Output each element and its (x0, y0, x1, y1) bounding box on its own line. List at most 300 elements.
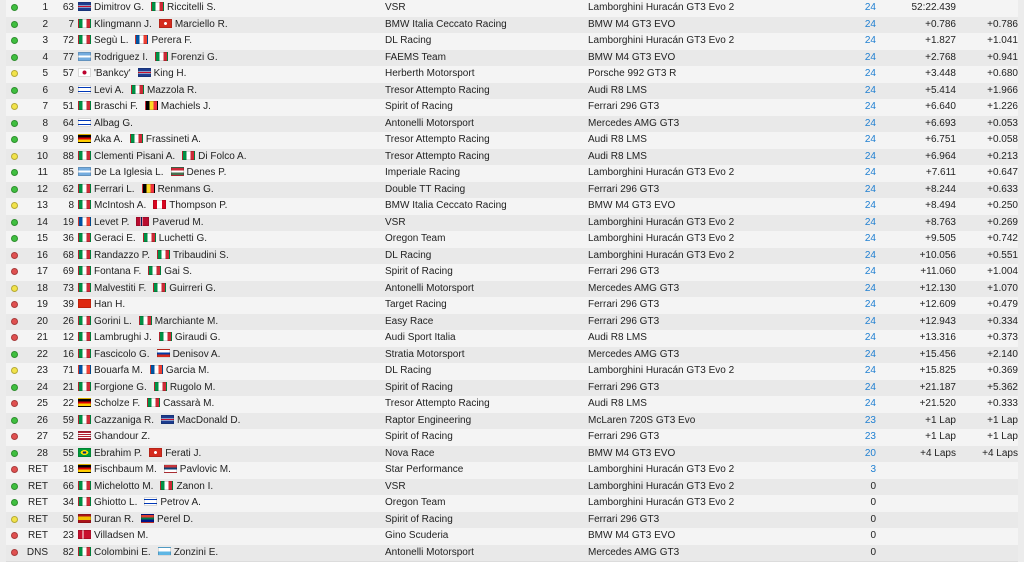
interval (956, 0, 1018, 17)
car-number: 34 (52, 495, 74, 512)
driver-name: Segù L. (94, 35, 128, 46)
driver-name: Renmans G. (158, 184, 214, 195)
driver-name: Colombini E. (94, 547, 151, 558)
result-row[interactable] (6, 83, 1018, 101)
flag-icon (78, 547, 91, 556)
result-row[interactable] (6, 50, 1018, 68)
car-number: 21 (52, 380, 74, 397)
interval: +0.369 (956, 363, 1018, 380)
position: 2 (26, 17, 48, 34)
car-model: BMW M4 GT3 EVO (588, 50, 848, 67)
flag-icon (78, 250, 91, 259)
laps-count: 24 (826, 396, 876, 413)
team-name: DL Racing (385, 248, 585, 265)
drivers-cell (78, 17, 378, 34)
drivers-cell (78, 248, 378, 265)
team-name: Spirit of Racing (385, 512, 585, 529)
team-name: Tresor Attempto Racing (385, 132, 585, 149)
flag-icon (78, 514, 91, 523)
flag-icon (130, 134, 143, 143)
car-model: Ferrari 296 GT3 (588, 380, 848, 397)
car-model: Mercedes AMG GT3 (588, 281, 848, 298)
driver-name: Giraudi G. (175, 332, 221, 343)
team-name: Spirit of Racing (385, 380, 585, 397)
laps-count: 24 (826, 380, 876, 397)
result-row[interactable] (6, 347, 1018, 365)
status-dot-icon (11, 318, 18, 325)
result-row[interactable] (6, 198, 1018, 216)
car-number: 12 (52, 330, 74, 347)
car-model: BMW M4 GT3 EVO (588, 528, 848, 545)
driver-name: Zonzini E. (174, 547, 218, 558)
laps-count: 24 (826, 0, 876, 17)
team-name: Antonelli Motorsport (385, 281, 585, 298)
team-name: Double TT Racing (385, 182, 585, 199)
position: 4 (26, 50, 48, 67)
driver-name: Randazzo P. (94, 250, 150, 261)
flag-icon (78, 283, 91, 292)
position: 10 (26, 149, 48, 166)
result-row[interactable] (6, 33, 1018, 51)
position: RET (26, 495, 48, 512)
drivers-cell (78, 314, 378, 331)
position: 17 (26, 264, 48, 281)
drivers-cell (78, 413, 378, 430)
car-number: 66 (52, 479, 74, 496)
car-number: 82 (52, 545, 74, 562)
result-row[interactable] (6, 116, 1018, 134)
driver-name: Ebrahim P. (94, 448, 142, 459)
driver-name: Duran R. (94, 514, 134, 525)
laps-count: 24 (826, 314, 876, 331)
driver-name: Thompson P. (169, 200, 227, 211)
interval: +0.058 (956, 132, 1018, 149)
driver-name: Bouarfa M. (94, 365, 143, 376)
interval: +0.053 (956, 116, 1018, 133)
result-row[interactable] (6, 413, 1018, 431)
status-dot-icon (11, 499, 18, 506)
driver-name: Petrov A. (160, 497, 201, 508)
car-number: 62 (52, 182, 74, 199)
driver-name: Cassarà M. (163, 398, 214, 409)
car-model: Ferrari 296 GT3 (588, 297, 848, 314)
car-model: Porsche 992 GT3 R (588, 66, 848, 83)
drivers-cell (78, 495, 378, 512)
laps-count: 24 (826, 281, 876, 298)
position: RET (26, 479, 48, 496)
laps-count: 23 (826, 429, 876, 446)
interval: +1.966 (956, 83, 1018, 100)
position: 1 (26, 0, 48, 17)
drivers-cell (78, 363, 378, 380)
team-name: Antonelli Motorsport (385, 116, 585, 133)
interval: +2.140 (956, 347, 1018, 364)
flag-icon (144, 497, 157, 506)
flag-icon (145, 101, 158, 110)
flag-icon (78, 85, 91, 94)
flag-icon (155, 52, 168, 61)
drivers-cell (78, 264, 378, 281)
drivers-cell (78, 99, 378, 116)
car-number: 55 (52, 446, 74, 463)
flag-icon (78, 497, 91, 506)
result-row[interactable] (6, 446, 1018, 464)
car-model: Audi R8 LMS (588, 149, 848, 166)
result-row[interactable] (6, 363, 1018, 381)
team-name: Raptor Engineering (385, 413, 585, 430)
status-dot-icon (11, 334, 18, 341)
laps-count: 24 (826, 182, 876, 199)
interval: +1.226 (956, 99, 1018, 116)
car-number: 18 (52, 462, 74, 479)
result-row[interactable] (6, 231, 1018, 249)
flag-icon (78, 151, 91, 160)
laps-count: 0 (826, 495, 876, 512)
result-row[interactable] (6, 165, 1018, 183)
car-number: 77 (52, 50, 74, 67)
status-dot-icon (11, 450, 18, 457)
flag-icon (78, 118, 91, 127)
result-row[interactable] (6, 462, 1018, 480)
car-model: Lamborghini Huracán GT3 Evo 2 (588, 363, 848, 380)
position: 20 (26, 314, 48, 331)
result-row[interactable] (6, 380, 1018, 398)
interval (956, 512, 1018, 529)
result-row[interactable] (6, 182, 1018, 200)
result-row[interactable] (6, 297, 1018, 315)
drivers-cell (78, 231, 378, 248)
laps-count: 24 (826, 215, 876, 232)
interval: +0.680 (956, 66, 1018, 83)
team-name: Nova Race (385, 446, 585, 463)
laps-count: 24 (826, 116, 876, 133)
result-row[interactable] (6, 479, 1018, 497)
laps-count: 24 (826, 363, 876, 380)
gap-to-leader: +1.827 (886, 33, 956, 50)
driver-name: Cazzaniga R. (94, 415, 154, 426)
result-row[interactable] (6, 429, 1018, 447)
flag-icon (78, 68, 91, 77)
status-dot-icon (11, 219, 18, 226)
laps-count: 20 (826, 446, 876, 463)
team-name: Target Racing (385, 297, 585, 314)
status-dot-icon (11, 186, 18, 193)
position: RET (26, 512, 48, 529)
gap-to-leader: +8.244 (886, 182, 956, 199)
laps-count: 23 (826, 413, 876, 430)
drivers-cell (78, 66, 378, 83)
car-model: Mercedes AMG GT3 (588, 545, 848, 562)
laps-count: 24 (826, 297, 876, 314)
driver-name: Dimitrov G. (94, 2, 144, 13)
flag-icon (78, 415, 91, 424)
flag-icon (78, 266, 91, 275)
laps-count: 24 (826, 17, 876, 34)
flag-icon (153, 200, 166, 209)
flag-icon (78, 35, 91, 44)
driver-name: Zanon I. (176, 481, 213, 492)
car-model: Lamborghini Huracán GT3 Evo 2 (588, 165, 848, 182)
car-model: Ferrari 296 GT3 (588, 314, 848, 331)
status-dot-icon (11, 136, 18, 143)
result-row[interactable] (6, 66, 1018, 84)
flag-icon (78, 349, 91, 358)
flag-icon (78, 101, 91, 110)
car-number: 51 (52, 99, 74, 116)
interval: +1 Lap (956, 429, 1018, 446)
gap-to-leader: +12.943 (886, 314, 956, 331)
laps-count: 24 (826, 165, 876, 182)
gap-to-leader: +1 Lap (886, 429, 956, 446)
flag-icon (141, 514, 154, 523)
car-model: Audi R8 LMS (588, 132, 848, 149)
position: 18 (26, 281, 48, 298)
driver-name: Frassineti A. (146, 134, 201, 145)
laps-count: 24 (826, 347, 876, 364)
status-dot-icon (11, 37, 18, 44)
drivers-cell (78, 83, 378, 100)
flag-icon (78, 52, 91, 61)
car-model: Audi R8 LMS (588, 330, 848, 347)
drivers-cell (78, 198, 378, 215)
driver-name: Perel D. (157, 514, 193, 525)
laps-count: 0 (826, 545, 876, 562)
result-row[interactable] (6, 314, 1018, 332)
team-name: Spirit of Racing (385, 99, 585, 116)
interval: +0.373 (956, 330, 1018, 347)
car-number: 26 (52, 314, 74, 331)
flag-icon (78, 448, 91, 457)
drivers-cell (78, 512, 378, 529)
flag-icon (78, 233, 91, 242)
status-dot-icon (11, 400, 18, 407)
position: RET (26, 462, 48, 479)
interval (956, 462, 1018, 479)
flag-icon (143, 233, 156, 242)
car-number: 36 (52, 231, 74, 248)
status-dot-icon (11, 285, 18, 292)
flag-icon (138, 68, 151, 77)
car-number: 63 (52, 0, 74, 17)
car-number: 73 (52, 281, 74, 298)
interval: +0.742 (956, 231, 1018, 248)
position: 24 (26, 380, 48, 397)
gap-to-leader: +10.056 (886, 248, 956, 265)
laps-count: 24 (826, 231, 876, 248)
position: DNS (26, 545, 48, 562)
flag-icon (78, 464, 91, 473)
flag-icon (148, 266, 161, 275)
driver-name: Perera F. (151, 35, 192, 46)
result-row[interactable] (6, 99, 1018, 117)
interval: +1.041 (956, 33, 1018, 50)
gap-to-leader: +8.763 (886, 215, 956, 232)
driver-name: Pavlovic M. (180, 464, 231, 475)
status-dot-icon (11, 21, 18, 28)
driver-name: King H. (154, 68, 187, 79)
laps-count: 24 (826, 99, 876, 116)
car-model: Lamborghini Huracán GT3 Evo 2 (588, 33, 848, 50)
drivers-cell (78, 446, 378, 463)
car-model: Lamborghini Huracán GT3 Evo 2 (588, 215, 848, 232)
car-number: 88 (52, 149, 74, 166)
flag-icon (139, 316, 152, 325)
laps-count: 24 (826, 132, 876, 149)
position: 12 (26, 182, 48, 199)
status-dot-icon (11, 54, 18, 61)
position: 7 (26, 99, 48, 116)
car-number: 68 (52, 248, 74, 265)
team-name: VSR (385, 479, 585, 496)
car-number: 23 (52, 528, 74, 545)
drivers-cell (78, 149, 378, 166)
team-name: BMW Italia Ceccato Racing (385, 198, 585, 215)
car-number: 69 (52, 264, 74, 281)
driver-name: Ghandour Z. (94, 431, 150, 442)
status-dot-icon (11, 153, 18, 160)
drivers-cell (78, 116, 378, 133)
result-row[interactable] (6, 281, 1018, 299)
drivers-cell (78, 215, 378, 232)
car-model: Audi R8 LMS (588, 83, 848, 100)
driver-name: Fascicolo G. (94, 349, 150, 360)
position: 5 (26, 66, 48, 83)
result-row[interactable] (6, 396, 1018, 414)
gap-to-leader: +21.520 (886, 396, 956, 413)
result-row[interactable] (6, 0, 1018, 18)
result-row[interactable] (6, 545, 1018, 562)
car-number: 39 (52, 297, 74, 314)
team-name: Oregon Team (385, 231, 585, 248)
gap-to-leader: +2.768 (886, 50, 956, 67)
result-row[interactable] (6, 132, 1018, 150)
flag-icon (142, 184, 155, 193)
gap-to-leader: +0.786 (886, 17, 956, 34)
interval (956, 528, 1018, 545)
driver-name: Paverud M. (152, 217, 203, 228)
driver-name: MacDonald D. (177, 415, 240, 426)
car-model: Lamborghini Huracán GT3 Evo 2 (588, 479, 848, 496)
status-dot-icon (11, 4, 18, 11)
car-model: Audi R8 LMS (588, 396, 848, 413)
car-number: 9 (52, 83, 74, 100)
gap-to-leader: 52:22.439 (886, 0, 956, 17)
result-row[interactable] (6, 512, 1018, 530)
laps-count: 0 (826, 479, 876, 496)
team-name: Herberth Motorsport (385, 66, 585, 83)
driver-name: Mazzola R. (147, 85, 197, 96)
flag-icon (159, 19, 172, 28)
gap-to-leader (886, 545, 956, 562)
result-row[interactable] (6, 495, 1018, 513)
gap-to-leader: +15.825 (886, 363, 956, 380)
gap-to-leader (886, 479, 956, 496)
driver-name: Lambrughi J. (94, 332, 152, 343)
position: 14 (26, 215, 48, 232)
status-dot-icon (11, 120, 18, 127)
team-name: Star Performance (385, 462, 585, 479)
flag-icon (136, 217, 149, 226)
status-dot-icon (11, 169, 18, 176)
laps-count: 24 (826, 66, 876, 83)
driver-name: Guirreri G. (169, 283, 216, 294)
flag-icon (78, 530, 91, 539)
driver-name: Garcia M. (166, 365, 209, 376)
driver-name: Aka A. (94, 134, 123, 145)
flag-icon (161, 415, 174, 424)
gap-to-leader (886, 462, 956, 479)
car-model: Lamborghini Huracán GT3 Evo 2 (588, 231, 848, 248)
laps-count: 24 (826, 248, 876, 265)
result-row[interactable] (6, 248, 1018, 266)
interval: +4 Laps (956, 446, 1018, 463)
status-dot-icon (11, 367, 18, 374)
result-row[interactable] (6, 330, 1018, 348)
gap-to-leader: +6.693 (886, 116, 956, 133)
flag-icon (78, 134, 91, 143)
driver-name: Marchiante M. (155, 316, 218, 327)
drivers-cell (78, 50, 378, 67)
team-name: DL Racing (385, 33, 585, 50)
interval: +0.333 (956, 396, 1018, 413)
driver-name: Levi A. (94, 85, 124, 96)
status-dot-icon (11, 268, 18, 275)
car-model: Lamborghini Huracán GT3 Evo 2 (588, 248, 848, 265)
driver-name: Di Folco A. (198, 151, 246, 162)
driver-name: Scholze F. (94, 398, 140, 409)
driver-name: Fontana F. (94, 266, 141, 277)
result-row[interactable] (6, 264, 1018, 282)
gap-to-leader: +12.130 (886, 281, 956, 298)
interval: +0.647 (956, 165, 1018, 182)
driver-name: Villadsen M. (94, 530, 148, 541)
car-model: Ferrari 296 GT3 (588, 99, 848, 116)
flag-icon (135, 35, 148, 44)
flag-icon (78, 184, 91, 193)
car-number: 52 (52, 429, 74, 446)
driver-name: Malvestiti F. (94, 283, 146, 294)
interval: +0.269 (956, 215, 1018, 232)
position: 9 (26, 132, 48, 149)
car-model: McLaren 720S GT3 Evo (588, 413, 848, 430)
car-model: Lamborghini Huracán GT3 Evo 2 (588, 495, 848, 512)
gap-to-leader (886, 528, 956, 545)
driver-name: Han H. (94, 299, 125, 310)
result-row[interactable] (6, 528, 1018, 546)
car-model: BMW M4 GT3 EVO (588, 198, 848, 215)
result-row[interactable] (6, 149, 1018, 167)
flag-icon (147, 398, 160, 407)
position: 27 (26, 429, 48, 446)
interval: +0.334 (956, 314, 1018, 331)
result-row[interactable] (6, 215, 1018, 233)
team-name: Imperiale Racing (385, 165, 585, 182)
driver-name: Gai S. (164, 266, 192, 277)
result-row[interactable] (6, 17, 1018, 35)
drivers-cell (78, 182, 378, 199)
position: 13 (26, 198, 48, 215)
status-dot-icon (11, 87, 18, 94)
driver-name: Michelotto M. (94, 481, 153, 492)
drivers-cell (78, 528, 378, 545)
status-dot-icon (11, 433, 18, 440)
driver-name: Braschi F. (94, 101, 138, 112)
driver-name: Luchetti G. (159, 233, 207, 244)
interval (956, 495, 1018, 512)
team-name: Tresor Attempto Racing (385, 83, 585, 100)
flag-icon (78, 19, 91, 28)
car-number: 8 (52, 198, 74, 215)
